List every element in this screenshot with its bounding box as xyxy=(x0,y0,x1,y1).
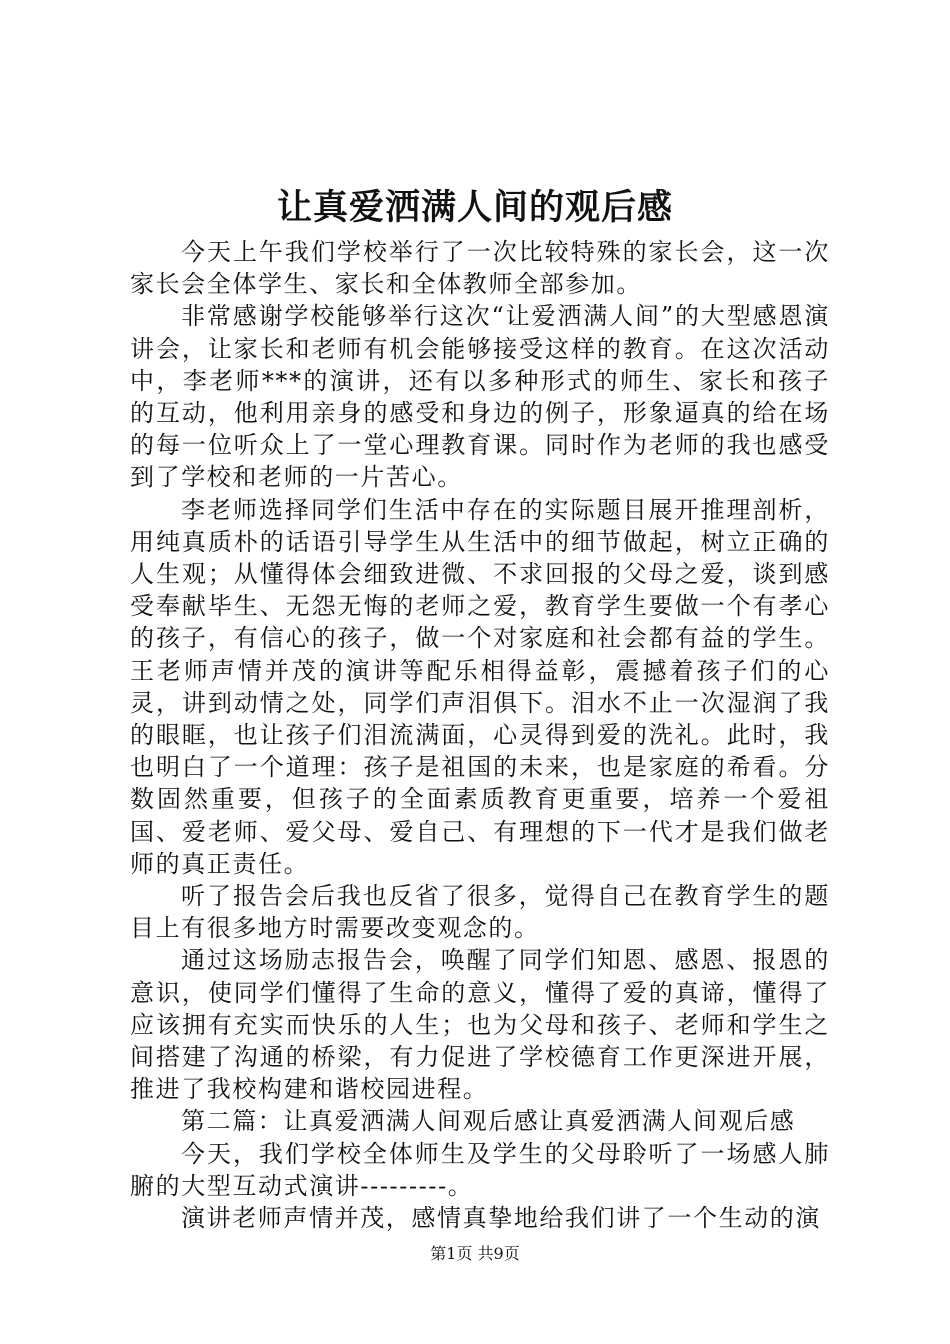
paragraph: 李老师选择同学们生活中存在的实际题目展开推理剖析，用纯真质朴的话语引导学生从生活中的细节做起，树立正确的人生观；从懂得体会细致进微、不求回报的父母之爱，谈到感受奉献毕生、无怨无悔的老师之爱，教育学生要做一个有孝心的孩子，有信心的孩子，做一个对家庭和社会都有益的学生。王老师声情并茂的演讲等配乐相得益彰，震撼着孩子们的心灵，讲到动情之处，同学们声泪俱下。泪水不止一次湿润了我的眼眶，也让孩子们泪流满面，心灵得到爱的洗礼。此时，我也明白了一个道理：孩子是祖国的未来，也是家庭的希看。分数固然重要，但孩子的全面素质教育更重要，培养一个爱祖国、爱老师、爱父母、爱自己、有理想的下一代才是我们做老师的真正责任。 xyxy=(130,495,830,878)
page-footer: 第1页 共9页 xyxy=(430,1244,520,1263)
paragraph: 今天上午我们学校举行了一次比较特殊的家长会，这一次家长会全体学生、家长和全体教师全部参加。 xyxy=(130,238,830,299)
page-title: 让真爱洒满人间的观后感 xyxy=(276,187,673,228)
section-heading-paragraph: 第二篇：让真爱洒满人间观后感让真爱洒满人间观后感 xyxy=(181,1107,796,1136)
paragraph: 演讲老师声情并茂，感情真挚地给我们讲了一个生动的演 xyxy=(181,1204,821,1233)
paragraph: 听了报告会后我也反省了很多，觉得自己在教育学生的题目上有很多地方时需要改变观念的。 xyxy=(130,882,830,943)
paragraph: 通过这场励志报告会，唤醒了同学们知恩、感恩、报恩的意识，使同学们懂得了生命的意义，懂得了爱的真谛，懂得了应该拥有充实而快乐的人生；也为父母和孩子、老师和学生之间搭建了沟通的桥梁，有力促进了学校德育工作更深进开展，推进了我校构建和谐校园进程。 xyxy=(130,946,830,1104)
article-body xyxy=(130,236,830,1234)
paragraph: 非常感谢学校能够举行这次“让爱洒满人间”的大型感恩演讲会，让家长和老师有机会能够接受这样的教育。在这次活动中，李老师***的演讲，还有以多种形式的师生、家长和孩子的互动，他利用亲身的感受和身边的例子，形象逼真的给在场的每一位听众上了一堂心理教育课。同时作为老师的我也感受到了学校和老师的一片苦心。 xyxy=(130,302,830,492)
paragraph: 今天，我们学校全体师生及学生的父母聆听了一场感人肺腑的大型互动式演讲---------。 xyxy=(130,1139,830,1200)
